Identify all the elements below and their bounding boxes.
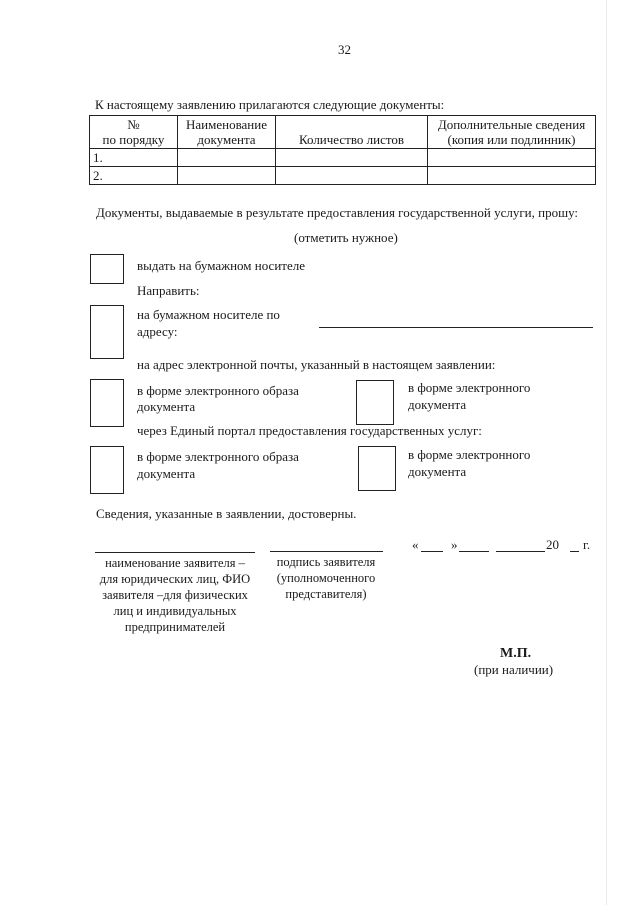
applicant-caption-line: лиц и индивидуальных [113,604,237,618]
date-close-quote: » [451,537,458,552]
applicant-caption-line: для юридических лиц, ФИО [99,572,251,586]
applicant-caption-line: предпринимателей [124,620,226,634]
seal-note: (при наличии) [474,662,554,677]
header-number-line2: по порядку [102,132,165,147]
header-doc-name [178,116,276,149]
paper-address-label-line2: адресу: [137,324,178,339]
email-doc-label-line2: документа [408,397,467,412]
send-label: Направить: [137,283,200,298]
date-year-suffix: г. [583,537,591,552]
email-image-label-line1: в форме электронного образа [137,383,299,398]
date-year-line[interactable] [570,551,579,552]
header-extra-info-line2: (копия или подлинник) [447,132,576,147]
portal-image-label-line2: документа [137,466,196,481]
applicant-caption-line: заявителя –для физических [102,588,248,602]
documents-table [89,115,596,185]
paper-issue-label: выдать на бумажном носителе [137,258,305,273]
row-sheet-count-cell[interactable] [276,149,428,167]
row-number-cell[interactable]: 2. [90,167,178,185]
address-input-line[interactable] [319,327,593,328]
date-month-line-2[interactable] [496,551,545,552]
portal-image-checkbox[interactable] [90,446,124,494]
header-extra-info [428,116,596,149]
row-number-cell[interactable]: 1. [90,149,178,167]
signature-caption-line: подпись заявителя [276,555,376,569]
signature-caption-line: (уполномоченного [276,571,376,585]
date-day-line[interactable] [421,551,443,552]
email-label: на адрес электронной почты, указанный в настоящем заявлении: [137,357,496,372]
seal-label: М.П. [500,646,532,661]
portal-doc-label-line1: в форме электронного [408,447,531,462]
row-doc-name-cell[interactable] [178,167,276,185]
table-header-row [90,116,596,149]
header-doc-name-line2: документа [197,132,256,147]
applicant-name-line[interactable] [95,552,255,553]
paper-issue-checkbox[interactable] [90,254,124,284]
row-extra-info-cell[interactable] [428,149,596,167]
portal-label: через Единый портал предоставления государственных услуг: [137,423,482,438]
page-edge-shadow [606,0,613,905]
header-number [90,116,178,149]
row-extra-info-cell[interactable] [428,167,596,185]
results-prompt: Документы, выдаваемые в результате предоставления государственной услуги, прошу: [96,205,579,220]
signature-caption [258,554,394,602]
mark-needed-note: (отметить нужное) [294,230,398,245]
email-image-checkbox[interactable] [90,379,124,427]
portal-image-label-line1: в форме электронного образа [137,449,299,464]
applicant-caption-line: наименование заявителя – [105,556,245,570]
portal-doc-checkbox[interactable] [358,446,396,491]
signature-line[interactable] [270,551,383,552]
email-image-label-line2: документа [137,399,196,414]
date-month-line[interactable] [459,551,489,552]
header-sheet-count: Количество листов [276,116,428,149]
page-number: 32 [338,42,351,57]
paper-address-checkbox[interactable] [90,305,124,359]
header-doc-name-line1: Наименование [186,117,267,132]
table-row [90,149,596,167]
email-doc-checkbox[interactable] [356,380,394,425]
header-extra-info-line1: Дополнительные сведения [437,117,586,132]
date-year-prefix: 20 [546,537,559,552]
portal-doc-label-line2: документа [408,464,467,479]
row-doc-name-cell[interactable] [178,149,276,167]
attachments-intro: К настоящему заявлению прилагаются следующие документы: [95,97,445,112]
applicant-caption [85,555,265,635]
table-row [90,167,596,185]
date-open-quote: « [412,537,419,552]
paper-address-label-line1: на бумажном носителе по [137,307,280,322]
signature-caption-line: представителя) [285,587,367,601]
reliability-statement: Сведения, указанные в заявлении, достоверны. [96,506,357,521]
row-sheet-count-cell[interactable] [276,167,428,185]
header-number-line1: № [127,117,140,132]
email-doc-label-line1: в форме электронного [408,380,531,395]
